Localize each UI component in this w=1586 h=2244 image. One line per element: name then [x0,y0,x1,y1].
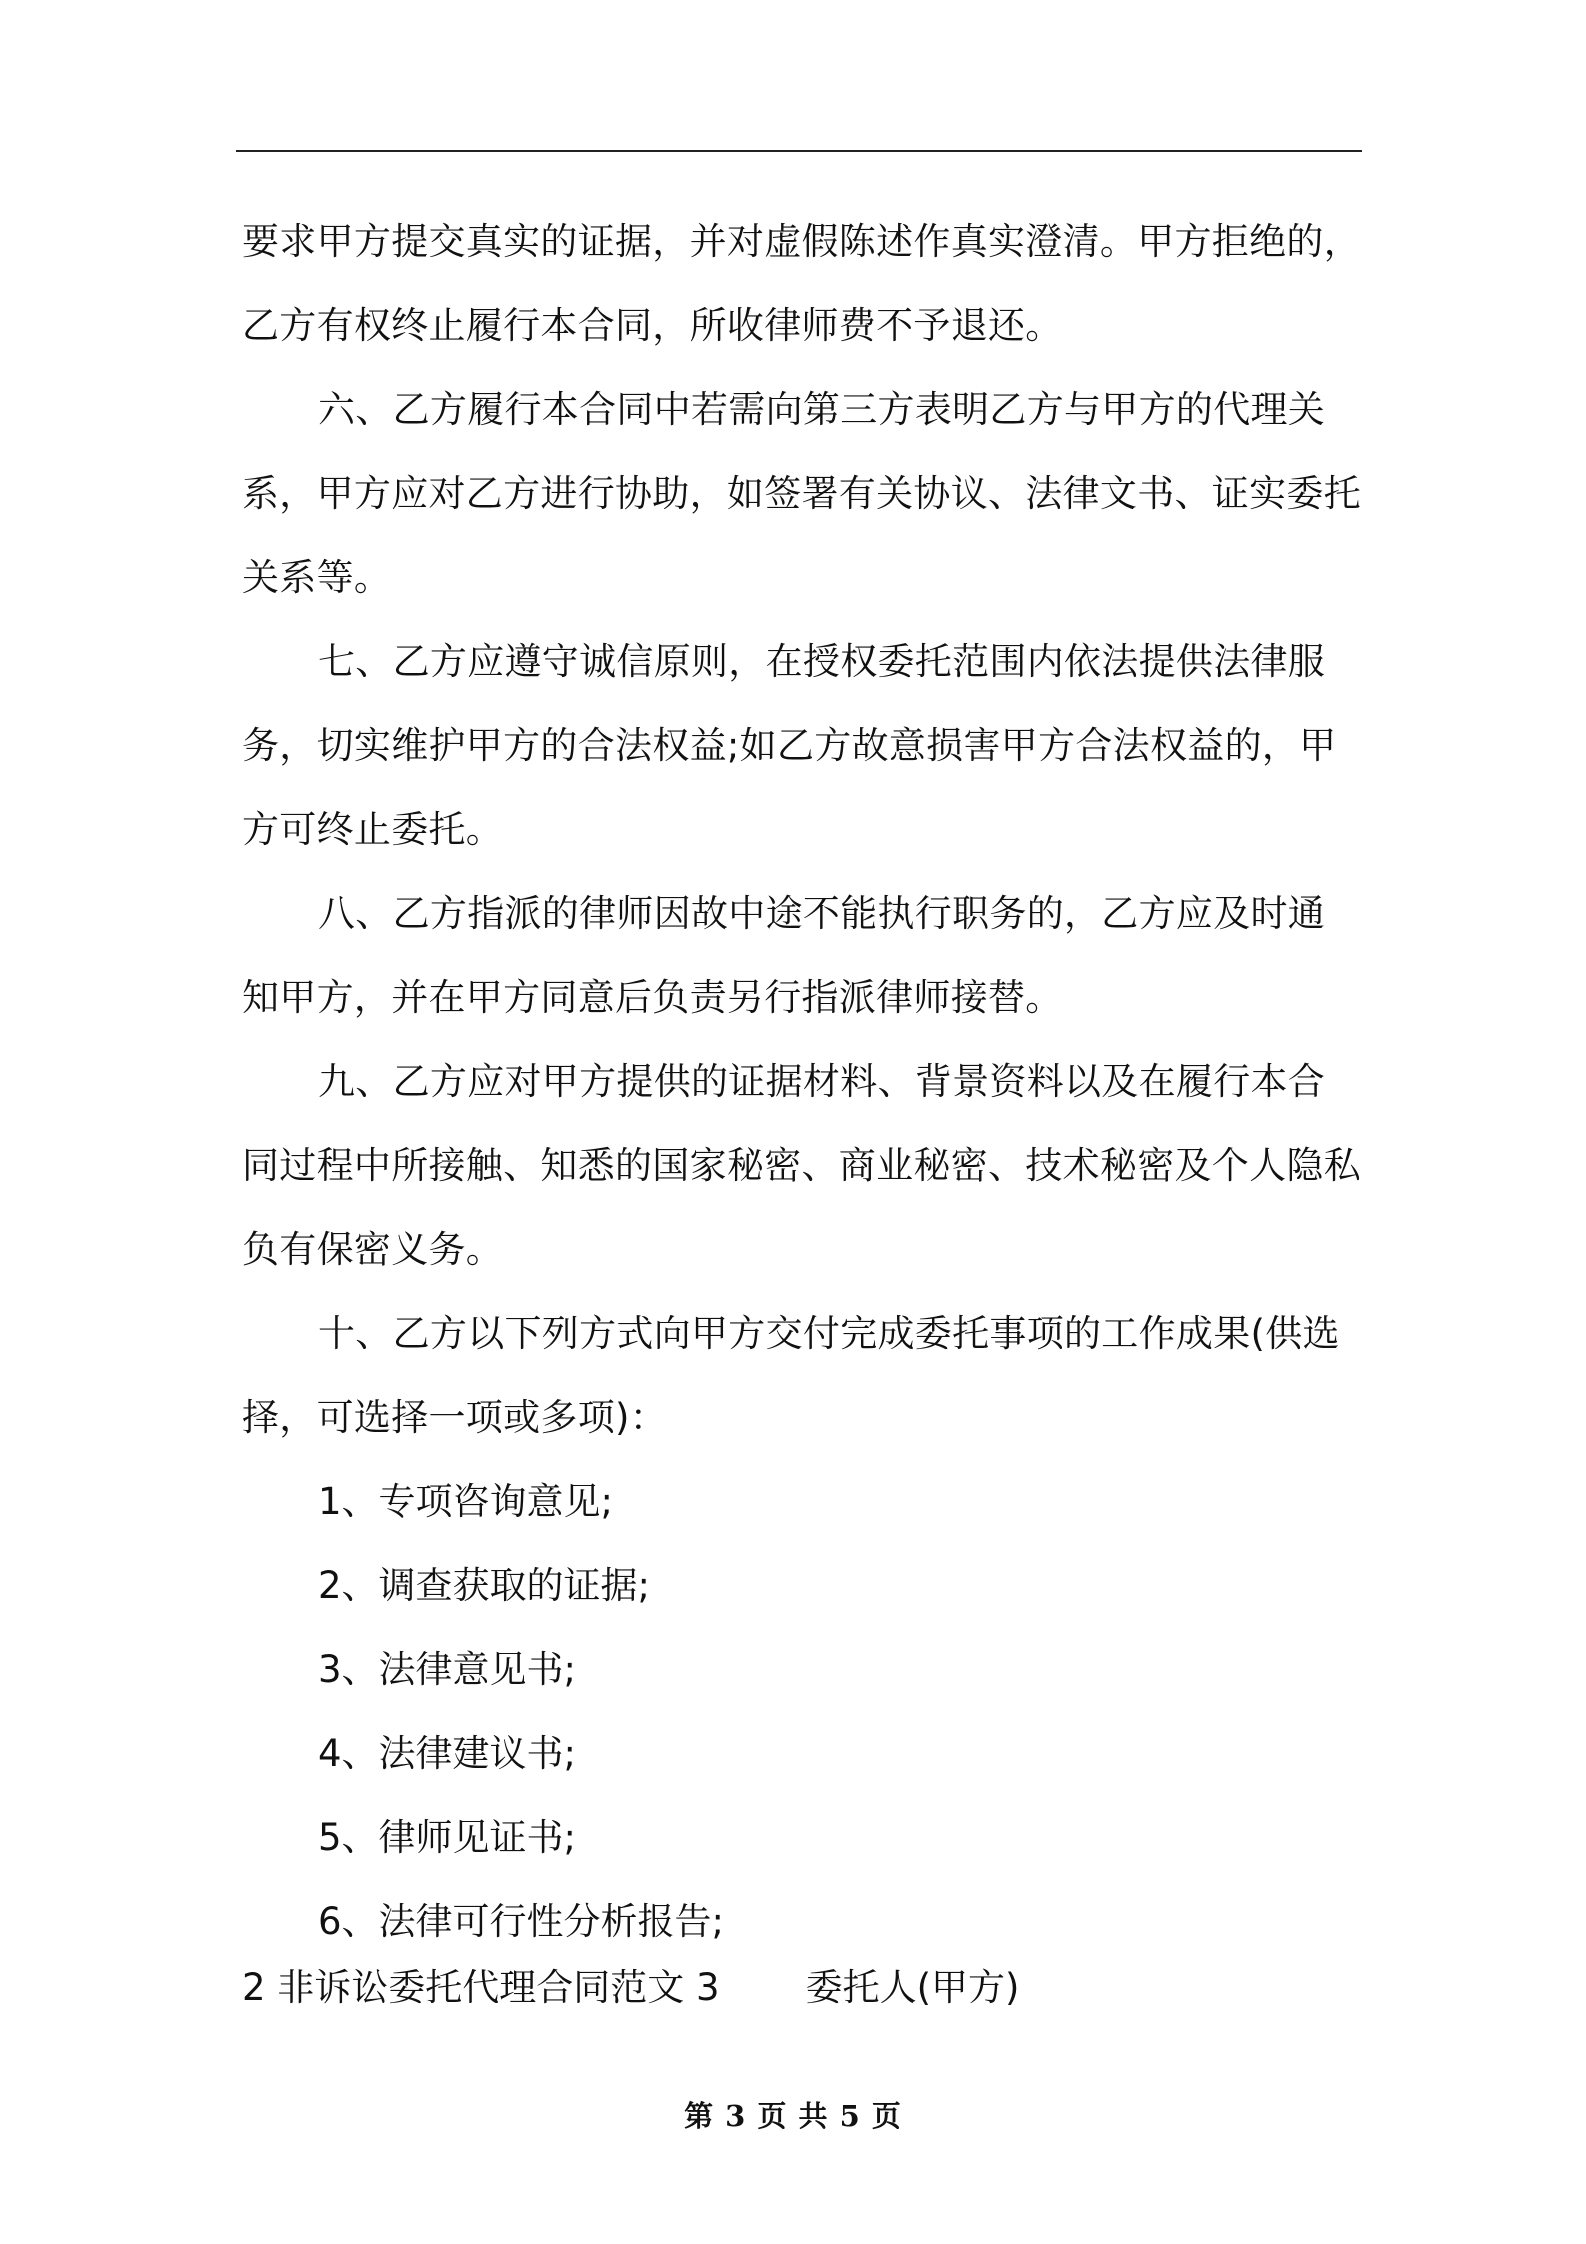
header-rule [236,150,1362,152]
paragraph-clause-8: 八、乙方指派的律师因故中途不能执行职务的，乙方应及时通知甲方，并在甲方同意后负责另行指派律师接替。 [242,892,1326,1019]
list-item: 6、法律可行性分析报告; [318,1900,725,1943]
paragraph-clause-7: 七、乙方应遵守诚信原则，在授权委托范围内依法提供法律服务，切实维护甲方的合法权益;如乙方故意损害甲方合法权益的，甲方可终止委托。 [242,640,1337,851]
page-number: 第 3 页 共 5 页 [684,2099,902,2133]
list-item: 3、法律意见书; [318,1648,577,1691]
paragraph: 要求甲方提交真实的证据，并对虚假陈述作真实澄清。甲方拒绝的，乙方有权终止履行本合同，所收律师费不予退还。 [242,220,1361,347]
footer-line [242,1946,1019,2030]
list-item: 4、法律建议书; [318,1732,577,1775]
document-body [242,200,1362,1964]
paragraph-clause-10: 十、乙方以下列方式向甲方交付完成委托事项的工作成果(供选择，可选择一项或多项)： [242,1312,1340,1439]
paragraph-clause-6: 六、乙方履行本合同中若需向第三方表明乙方与甲方的代理关系，甲方应对乙方进行协助，如签署有关协议、法律文书、证实委托关系等。 [242,388,1361,599]
footer-right-text: 委托人(甲方) [805,1966,1020,2009]
list-item: 2、调查获取的证据; [318,1564,651,1607]
list-item: 5、律师见证书; [318,1816,577,1859]
list-item: 1、专项咨询意见; [318,1480,614,1523]
paragraph-clause-9: 九、乙方应对甲方提供的证据材料、背景资料以及在履行本合同过程中所接触、知悉的国家秘密、商业秘密、技术秘密及个人隐私负有保密义务。 [242,1060,1361,1271]
footer-left-text: 2 非诉讼委托代理合同范文 3 [242,1966,720,2009]
